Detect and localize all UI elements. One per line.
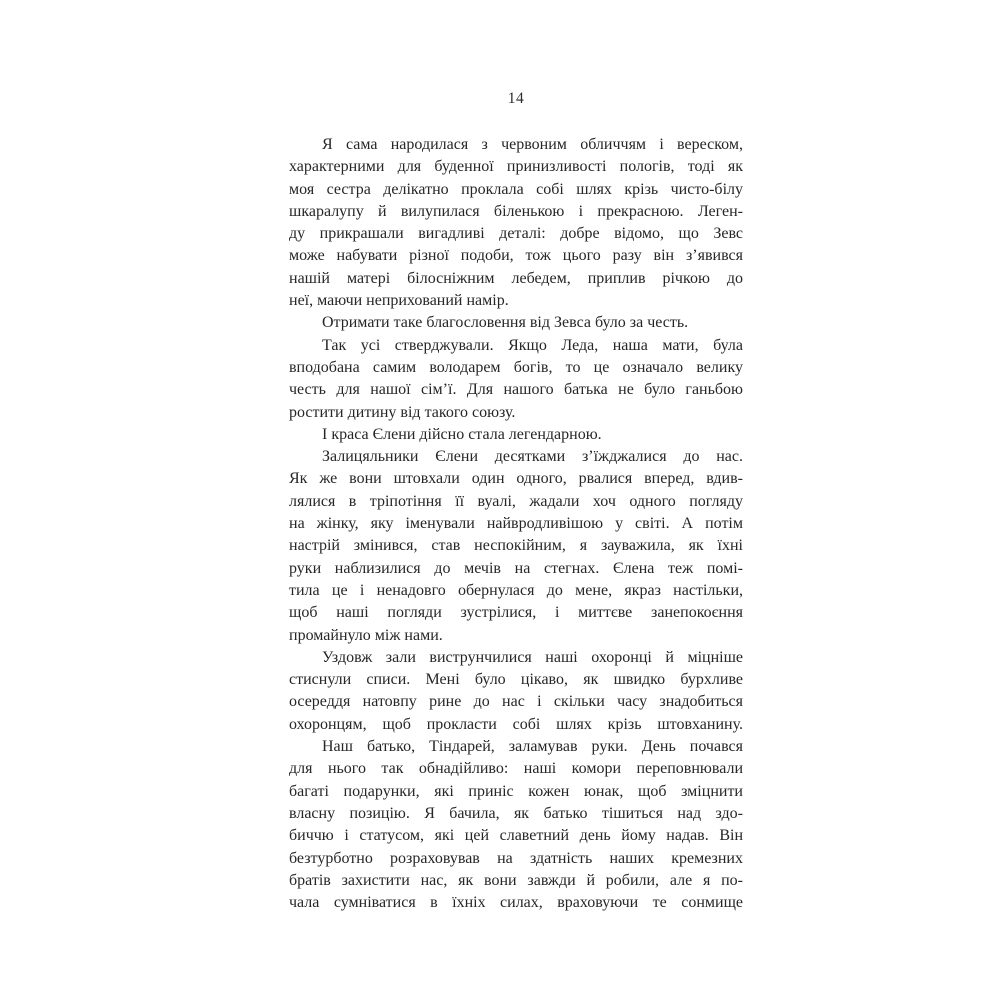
body-text (289, 134, 743, 914)
text-line: вподобана самим володарем богів, то це означало велику (289, 358, 743, 376)
paragraph (289, 736, 743, 914)
text-line: Отримати таке благословення від Зевса було за честь. (322, 314, 689, 332)
text-line: руки наблизилися до мечів на стегнах. Єлена теж помі- (289, 559, 743, 577)
paragraph (289, 134, 743, 312)
paragraph (289, 335, 743, 424)
text-line: для нього так обнадійливо: наші комори переповнювали (289, 760, 743, 778)
text-line: моя сестра делікатно проклала собі шлях крізь чисто-білу (289, 180, 743, 198)
text-line: Як же вони штовхали один одного, рвалися вперед, вдив- (289, 470, 743, 488)
text-line: честь для нашої сім’ї. Для нашого батька не було ганьбою (289, 381, 743, 399)
text-line: охоронцям, щоб прокласти собі шлях крізь штовханину. (289, 715, 743, 733)
text-line: осереддя натовпу рине до нас і скільки часу знадобиться (289, 693, 743, 711)
text-line: власну позицію. Я бачила, як батько тішиться над здо- (289, 804, 743, 822)
text-line: Так усі стверджували. Якщо Леда, наша мати, була (322, 336, 743, 354)
text-line: биччю і статусом, які цей славетний день йому надав. Він (289, 827, 743, 845)
text-line: Наш батько, Тіндарей, заламував руки. День почався (322, 738, 743, 756)
text-line: тила це і ненадовго обернулася до мене, якраз настільки, (289, 581, 743, 599)
text-line: чала сумніватися в їхніх силах, враховуючи те сонмище (289, 894, 743, 912)
paragraph (289, 647, 743, 736)
text-line: може набувати різної подоби, тож цього разу він з’явився (289, 247, 743, 265)
text-line: неї, маючи неприхований намір. (289, 292, 509, 310)
page-number: 14 (507, 90, 525, 107)
text-line: щоб наші погляди зустрілися, і миттєве занепокоєння (289, 604, 743, 622)
text-line: на жінку, яку іменували найвродливішою у світі. А потім (289, 515, 743, 533)
text-line: лялися в тріпотіння її вуалі, жадали хоч одного погляду (289, 492, 743, 510)
text-line: стиснули списи. Мені було цікаво, як швидко бурхливе (289, 671, 743, 689)
text-line: багаті подарунки, які приніс кожен юнак, щоб зміцнити (289, 782, 743, 800)
text-line: ду прикрашали вигадливі деталі: добре відомо, що Зевс (289, 225, 743, 243)
paragraph (289, 446, 743, 647)
text-line: ростити дитину від такого союзу. (289, 403, 516, 421)
text-line: нашій матері білосніжним лебедем, приплив річкою до (289, 269, 743, 287)
paragraph (289, 312, 743, 334)
text-line: І краса Єлени дійсно стала легендарною. (322, 425, 602, 443)
text-line: шкаралупу й вилупилася біленькою і прекрасною. Леген- (289, 202, 743, 220)
text-line: Уздовж зали виструнчилися наші охоронці й міцніше (322, 648, 743, 666)
text-line: братів захистити нас, як вони завжди й робили, але я по- (289, 871, 743, 889)
text-line: промайнуло між нами. (289, 626, 443, 644)
text-line: безтурботно розраховував на здатність наших кремезних (289, 849, 743, 867)
text-line: Залицяльники Єлени десятками з’їжджалися до нас. (322, 448, 743, 466)
text-line: настрій змінився, став неспокійним, я зауважила, як їхні (289, 537, 743, 555)
paragraph (289, 424, 743, 446)
text-line: характерними для буденної принизливості пологів, тоді як (289, 158, 743, 176)
text-line: Я сама народилася з червоним обличчям і вереском, (322, 136, 743, 153)
